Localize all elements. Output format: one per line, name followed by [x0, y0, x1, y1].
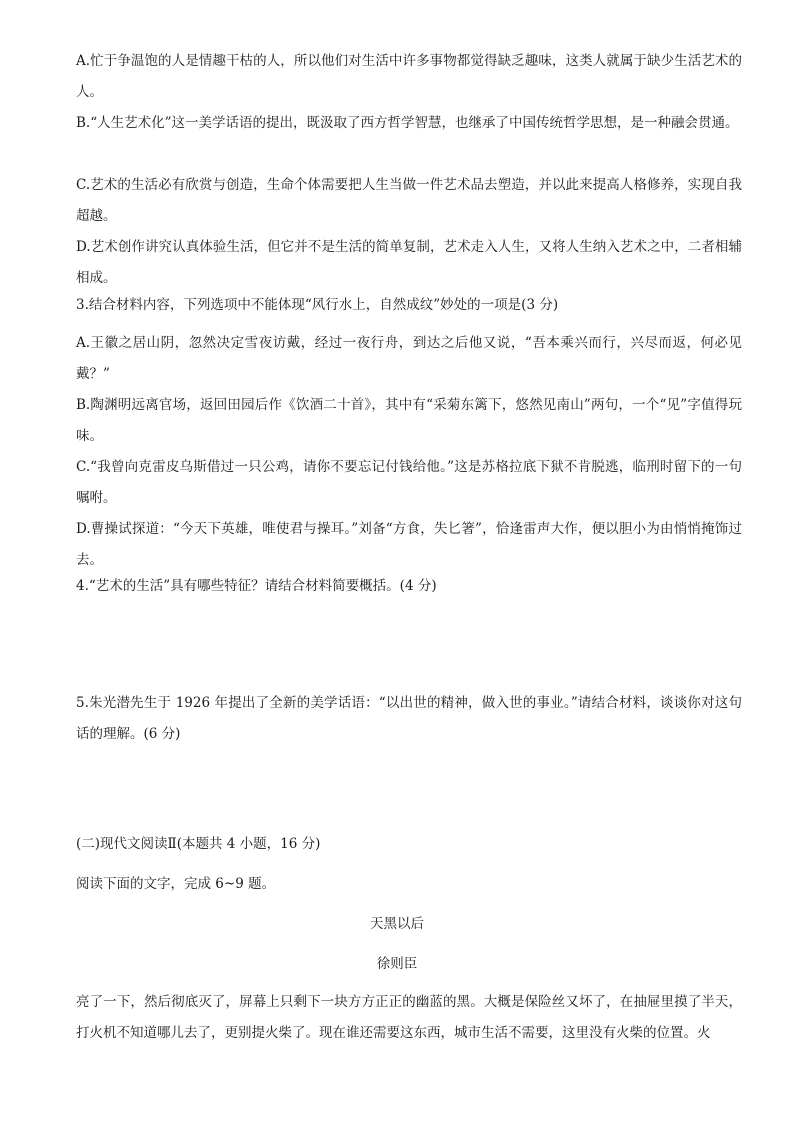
q5-question: 5.朱光潜先生于 1926 年提出了全新的美学话语：“以出世的精神，做入世的事业。”请结合材料，谈谈你对这句话的理解。(6 分)	[76, 695, 742, 742]
q3-option-b: B.陶渊明远离官场，返回田园后作《饮酒二十首》，其中有“采菊东篱下，悠然见南山”两句，一个“见”字值得玩味。	[76, 397, 742, 444]
passage-title: 天黑以后	[370, 916, 424, 932]
q2-option-b: B.“人生艺术化”这一美学话语的提出，既汲取了西方哲学智慧，也继承了中国传统哲学思想，是一种融会贯通。	[76, 115, 739, 131]
q3-stem: 3.结合材料内容，下列选项中不能体现“风行水上，自然成纹”妙处的一项是(3 分)	[76, 297, 559, 313]
section2-instruction: 阅读下面的文字，完成 6~9 题。	[76, 876, 276, 892]
section2-heading: (二)现代文阅读Ⅱ(本题共 4 小题，16 分)	[76, 836, 321, 852]
passage-opening: 亮了一下，然后彻底灭了，屏幕上只剩下一块方方正正的幽蓝的黑。大概是保险丝又坏了，在抽屉里摸了半天，打火机不知道哪儿去了，更别提火柴了。现在谁还需要这东西，城市生活不需要，这里没有火柴的位置。火	[76, 994, 742, 1041]
q3-option-c: C.“我曾向克雷皮乌斯借过一只公鸡，请你不要忘记付钱给他。”这是苏格拉底下狱不肯脱逃，临刑时留下的一句嘱咐。	[76, 459, 742, 506]
q3-option-d: D.曹操试探道：“今天下英雄，唯使君与操耳。”刘备“方食，失匕箸”，恰逢雷声大作，便以胆小为由悄悄掩饰过去。	[76, 521, 742, 568]
q3-option-a: A.王徽之居山阴，忽然决定雪夜访戴，经过一夜行舟，到达之后他又说，“吾本乘兴而行，兴尽而返，何必见戴？”	[76, 335, 742, 382]
q2-option-d: D.艺术创作讲究认真体验生活，但它并不是生活的简单复制，艺术走入人生，又将人生纳入艺术之中，二者相辅相成。	[76, 239, 742, 286]
q2-option-a: A.忙于争温饱的人是情趣干枯的人，所以他们对生活中许多事物都觉得缺乏趣味，这类人就属于缺少生活艺术的人。	[76, 53, 742, 100]
q4-question: 4.“艺术的生活”具有哪些特征？请结合材料简要概括。(4 分)	[76, 578, 437, 594]
passage-author: 徐则臣	[376, 956, 418, 972]
q2-option-c: C.艺术的生活必有欣赏与创造，生命个体需要把人生当做一件艺术品去塑造，并以此来提高人格修养，实现自我超越。	[76, 177, 742, 224]
